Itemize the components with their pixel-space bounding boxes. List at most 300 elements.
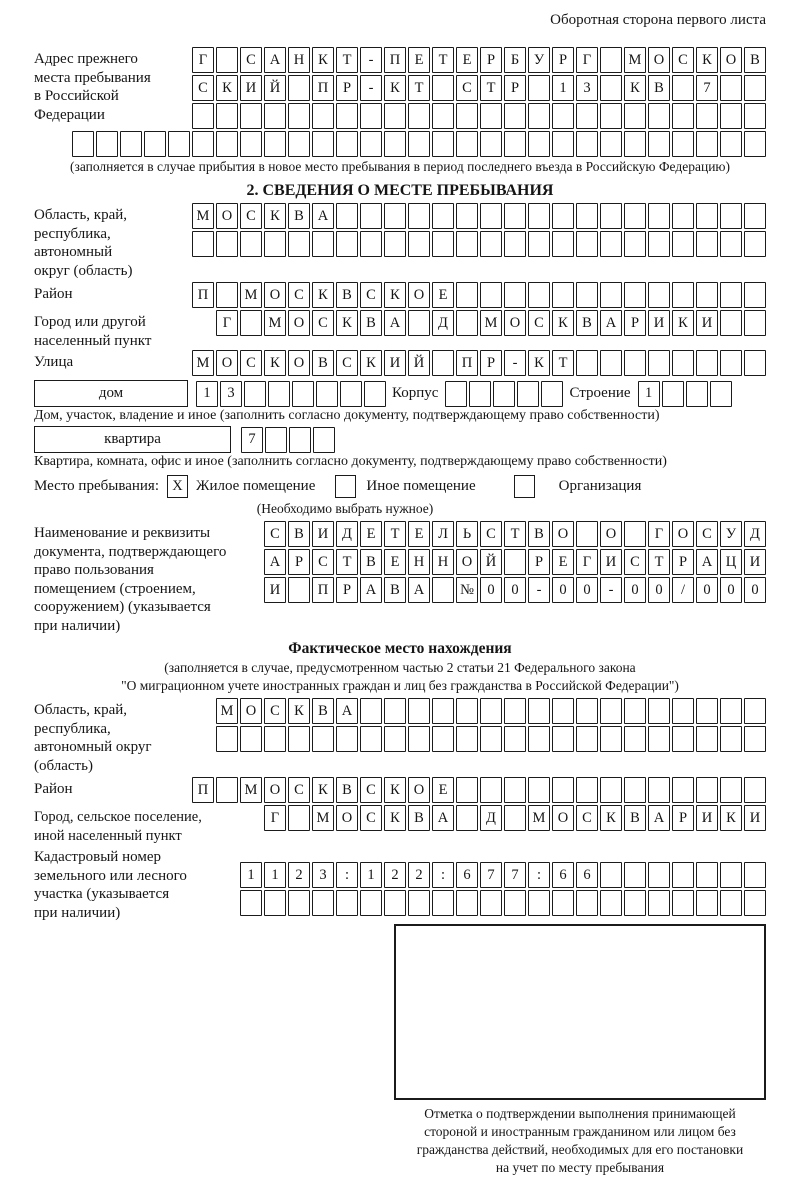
grid-cell (408, 203, 430, 229)
grid-cell: : (432, 862, 454, 888)
grid-cell: М (240, 777, 262, 803)
actual-region-label-line: Область, край, (34, 702, 128, 718)
grid-cell (384, 203, 406, 229)
grid-cell: А (432, 805, 454, 831)
grid-cell: Й (264, 75, 286, 101)
grid-cell (384, 231, 406, 257)
grid-cell (744, 698, 766, 724)
grid-cell: Е (384, 549, 406, 575)
grid-cell (624, 777, 646, 803)
grid-cell (480, 231, 502, 257)
grid-cell (696, 350, 718, 376)
grid-cell (720, 282, 742, 308)
grid-cell: - (360, 75, 382, 101)
stay-option-organization-label: Организация (558, 478, 642, 494)
stay-option-other-label: Иное помещение (366, 478, 476, 494)
grid-cell: М (528, 805, 550, 831)
grid-cell: С (192, 75, 214, 101)
grid-cell: 2 (384, 862, 406, 888)
document-label-line: Наименование и реквизиты (34, 525, 211, 541)
grid-cell: 7 (480, 862, 502, 888)
actual-region-label (34, 698, 214, 775)
grid-cell: М (312, 805, 334, 831)
grid-cell (696, 231, 718, 257)
grid-cell (216, 777, 238, 803)
grid-cell (384, 698, 406, 724)
grid-cell (289, 427, 311, 453)
prev-address-label-line: Федерации (34, 106, 105, 123)
region-label (34, 203, 190, 280)
grid-cell: О (552, 521, 574, 547)
grid-cell (528, 777, 550, 803)
grid-cell (744, 890, 766, 916)
cadastral-label-line: Кадастровый номер (34, 849, 161, 865)
apartment-note: Квартира, комната, офис и иное (заполнить согласно документу, подтверждающему право собственности) (34, 454, 667, 469)
grid-cell: С (240, 47, 262, 73)
grid-cell (600, 47, 622, 73)
grid-cell: К (264, 350, 286, 376)
grid-cell (469, 381, 491, 407)
grid-cell: С (312, 310, 334, 336)
grid-cell: 1 (196, 381, 218, 407)
grid-cell (120, 131, 142, 157)
grid-cell: Т (336, 549, 358, 575)
grid-cell: И (384, 350, 406, 376)
grid-cell (686, 381, 708, 407)
grid-cell (528, 890, 550, 916)
page-side-note: Оборотная сторона первого листа (550, 12, 766, 28)
grid-cell (528, 103, 550, 129)
city-row (214, 310, 766, 336)
grid-cell: К (624, 75, 646, 101)
grid-cell: С (264, 698, 286, 724)
grid-cell (576, 521, 598, 547)
cadastral-block (34, 845, 766, 922)
house-cells (194, 381, 386, 407)
grid-cell (576, 203, 598, 229)
grid-cell: А (408, 577, 430, 603)
grid-cell (456, 203, 478, 229)
document-row-1 (262, 521, 766, 547)
grid-cell: 0 (480, 577, 502, 603)
grid-cell (432, 698, 454, 724)
grid-cell (456, 131, 478, 157)
grid-cell (624, 350, 646, 376)
grid-cell: Д (480, 805, 502, 831)
actual-city-label-line: иной населенный пункт (34, 827, 182, 844)
grid-cell (360, 698, 382, 724)
grid-cell (672, 231, 694, 257)
grid-cell (528, 282, 550, 308)
grid-cell (360, 131, 382, 157)
grid-cell (672, 726, 694, 752)
grid-cell: Е (408, 521, 430, 547)
grid-cell (312, 103, 334, 129)
grid-cell (456, 777, 478, 803)
grid-cell: 1 (240, 862, 262, 888)
region-label-line: республика, (34, 225, 111, 242)
grid-cell: О (264, 777, 286, 803)
actual-region-label-line: республика, (34, 720, 111, 737)
grid-cell (336, 726, 358, 752)
stroenie-cells (636, 381, 732, 407)
grid-cell: 7 (241, 427, 263, 453)
grid-cell: С (528, 310, 550, 336)
grid-cell: О (288, 350, 310, 376)
stay-option-residential-label: Жилое помещение (196, 478, 316, 494)
grid-cell: О (600, 521, 622, 547)
grid-cell: / (672, 577, 694, 603)
grid-cell (408, 890, 430, 916)
grid-cell (662, 381, 684, 407)
grid-cell (216, 103, 238, 129)
region-label-line: автономный (34, 244, 113, 260)
grid-cell (624, 726, 646, 752)
document-label (34, 521, 262, 635)
grid-cell: О (672, 521, 694, 547)
document-label-line: помещением (строением, (34, 580, 196, 597)
grid-cell: К (216, 75, 238, 101)
prev-address-label (34, 47, 190, 124)
grid-cell (576, 726, 598, 752)
grid-cell: К (600, 805, 622, 831)
grid-cell (720, 203, 742, 229)
grid-cell: А (600, 310, 622, 336)
actual-city-label-line: Город, сельское поселение, (34, 809, 202, 825)
grid-cell (168, 131, 190, 157)
grid-cell (244, 381, 266, 407)
grid-cell: Е (432, 282, 454, 308)
grid-cell: К (528, 350, 550, 376)
grid-cell: А (336, 698, 358, 724)
grid-cell (528, 698, 550, 724)
grid-cell (504, 282, 526, 308)
grid-cell (600, 75, 622, 101)
grid-cell: Н (432, 549, 454, 575)
stay-checkbox-other (335, 475, 356, 498)
grid-cell (316, 381, 338, 407)
grid-cell: В (288, 203, 310, 229)
grid-cell (456, 698, 478, 724)
grid-cell: 3 (576, 75, 598, 101)
grid-cell: Д (336, 521, 358, 547)
district-row (190, 282, 766, 308)
grid-cell (528, 203, 550, 229)
grid-cell: Р (624, 310, 646, 336)
grid-cell: № (456, 577, 478, 603)
grid-cell (696, 103, 718, 129)
grid-cell (552, 231, 574, 257)
grid-cell (480, 203, 502, 229)
grid-cell (268, 381, 290, 407)
actual-city-block (34, 805, 766, 845)
grid-cell: М (240, 282, 262, 308)
grid-cell (288, 577, 310, 603)
confirmation-mark-box (394, 924, 766, 1100)
grid-cell: К (360, 350, 382, 376)
grid-cell (504, 549, 526, 575)
grid-cell (528, 726, 550, 752)
document-grid (262, 521, 766, 605)
grid-cell (552, 777, 574, 803)
grid-cell: 0 (744, 577, 766, 603)
grid-cell: К (696, 47, 718, 73)
grid-cell: Д (432, 310, 454, 336)
grid-cell: Н (288, 47, 310, 73)
district-label: Район (34, 286, 73, 302)
grid-cell (312, 726, 334, 752)
grid-cell (672, 131, 694, 157)
grid-cell (264, 103, 286, 129)
grid-cell (480, 698, 502, 724)
grid-cell: В (360, 549, 382, 575)
actual-district-row (190, 777, 766, 803)
grid-cell (576, 777, 598, 803)
grid-cell: П (312, 75, 334, 101)
grid-cell: Й (408, 350, 430, 376)
actual-region-row-2 (214, 726, 766, 752)
grid-cell (336, 890, 358, 916)
grid-cell (408, 103, 430, 129)
grid-cell (600, 203, 622, 229)
actual-region-row-1 (214, 698, 766, 724)
grid-cell (408, 698, 430, 724)
grid-cell (504, 698, 526, 724)
stay-checkbox-organization (514, 475, 535, 498)
grid-cell (384, 890, 406, 916)
grid-cell (432, 131, 454, 157)
grid-cell (672, 862, 694, 888)
grid-cell (216, 282, 238, 308)
grid-cell (288, 726, 310, 752)
confirmation-caption-line: на учет по месту пребывания (495, 1160, 665, 1175)
grid-cell: О (336, 805, 358, 831)
grid-cell (480, 777, 502, 803)
grid-cell: К (288, 698, 310, 724)
grid-cell: К (384, 282, 406, 308)
grid-cell (432, 231, 454, 257)
grid-cell: В (576, 310, 598, 336)
grid-cell: С (288, 777, 310, 803)
grid-cell (265, 427, 287, 453)
grid-cell: И (696, 310, 718, 336)
apartment-box: квартира (34, 426, 231, 453)
confirmation-caption (394, 1105, 766, 1177)
grid-cell (240, 103, 262, 129)
document-row-2 (262, 549, 766, 575)
grid-cell: Г (216, 310, 238, 336)
grid-cell (264, 131, 286, 157)
grid-cell: А (264, 47, 286, 73)
grid-cell: Р (336, 577, 358, 603)
grid-cell: О (504, 310, 526, 336)
grid-cell (336, 131, 358, 157)
stay-type-note: (Необходимо выбрать нужное) (256, 501, 434, 516)
grid-cell (720, 698, 742, 724)
grid-cell (504, 726, 526, 752)
grid-cell (384, 103, 406, 129)
grid-cell: Ц (720, 549, 742, 575)
grid-cell: А (648, 805, 670, 831)
grid-cell: И (648, 310, 670, 336)
grid-cell (264, 726, 286, 752)
grid-cell (552, 203, 574, 229)
prev-address-label-line: Адрес прежнего (34, 51, 138, 67)
grid-cell (720, 726, 742, 752)
grid-cell (744, 282, 766, 308)
grid-cell: 6 (552, 862, 574, 888)
house-row (34, 380, 766, 407)
grid-cell (744, 310, 766, 336)
grid-cell (696, 282, 718, 308)
grid-cell: И (240, 75, 262, 101)
grid-cell (576, 350, 598, 376)
grid-cell: И (744, 805, 766, 831)
grid-cell: 0 (648, 577, 670, 603)
grid-cell: 1 (552, 75, 574, 101)
grid-cell (384, 131, 406, 157)
grid-cell (696, 777, 718, 803)
grid-cell (720, 231, 742, 257)
grid-cell: 0 (720, 577, 742, 603)
grid-cell (192, 103, 214, 129)
grid-cell (600, 777, 622, 803)
grid-cell (432, 577, 454, 603)
grid-cell: 0 (504, 577, 526, 603)
grid-cell (336, 103, 358, 129)
grid-cell: В (624, 805, 646, 831)
prev-address-grid (190, 47, 766, 131)
cadastral-label (34, 845, 238, 922)
grid-cell (288, 103, 310, 129)
grid-cell (312, 890, 334, 916)
street-row (190, 350, 766, 376)
city-block (34, 310, 766, 350)
grid-cell: Т (480, 75, 502, 101)
section2-title: 2. СВЕДЕНИЯ О МЕСТЕ ПРЕБЫВАНИЯ (246, 182, 554, 199)
grid-cell (720, 862, 742, 888)
grid-cell (552, 103, 574, 129)
grid-cell (696, 726, 718, 752)
actual-city-label (34, 805, 262, 845)
grid-cell (216, 47, 238, 73)
actual-region-grid (214, 698, 766, 754)
grid-cell: С (480, 521, 502, 547)
grid-cell (192, 131, 214, 157)
actual-location-note-2: "О миграционном учете иностранных граждан и лиц без гражданства в Российской Федерации") (121, 678, 679, 693)
grid-cell: - (360, 47, 382, 73)
region-grid (190, 203, 766, 259)
grid-cell (408, 131, 430, 157)
stay-checkbox-residential: X (167, 475, 188, 498)
grid-cell: Е (360, 521, 382, 547)
district-block (34, 282, 766, 310)
prev-address-label-line: места пребывания (34, 69, 151, 86)
region-label-line: Область, край, (34, 207, 128, 223)
grid-cell (216, 726, 238, 752)
grid-cell (360, 231, 382, 257)
grid-cell (456, 890, 478, 916)
region-block (34, 203, 766, 280)
document-row-3 (262, 577, 766, 603)
grid-cell (624, 203, 646, 229)
grid-cell: Р (480, 47, 502, 73)
grid-cell (504, 805, 526, 831)
grid-cell: В (288, 521, 310, 547)
grid-cell: П (192, 282, 214, 308)
grid-cell (696, 890, 718, 916)
grid-cell: В (744, 47, 766, 73)
grid-cell (552, 698, 574, 724)
grid-cell: Р (528, 549, 550, 575)
grid-cell (264, 231, 286, 257)
grid-cell (504, 203, 526, 229)
grid-cell (600, 282, 622, 308)
grid-cell: 6 (456, 862, 478, 888)
grid-cell (600, 103, 622, 129)
grid-cell (480, 890, 502, 916)
grid-cell (360, 203, 382, 229)
grid-cell: 0 (552, 577, 574, 603)
grid-cell (240, 131, 262, 157)
grid-cell: С (456, 75, 478, 101)
grid-cell (240, 726, 262, 752)
grid-cell (600, 131, 622, 157)
grid-cell (744, 131, 766, 157)
grid-cell: С (288, 282, 310, 308)
grid-cell (696, 698, 718, 724)
grid-cell (576, 103, 598, 129)
actual-region-label-line: (область) (34, 757, 93, 774)
grid-cell: Р (504, 75, 526, 101)
prev-address-row-2 (190, 75, 766, 101)
grid-cell: П (312, 577, 334, 603)
grid-cell: С (240, 203, 262, 229)
grid-cell (624, 131, 646, 157)
apartment-cells (239, 427, 335, 453)
grid-cell (240, 231, 262, 257)
grid-cell: 2 (408, 862, 430, 888)
grid-cell (504, 231, 526, 257)
grid-cell (672, 282, 694, 308)
grid-cell: А (312, 203, 334, 229)
grid-cell: В (312, 350, 334, 376)
grid-cell: К (720, 805, 742, 831)
city-label (34, 310, 214, 350)
actual-district-block (34, 777, 766, 805)
grid-cell: Г (648, 521, 670, 547)
grid-cell: А (384, 310, 406, 336)
region-label-line: округ (область) (34, 262, 133, 279)
confirmation-caption-line: гражданства действий, необходимых для его постановки (416, 1142, 744, 1157)
grid-cell: Т (504, 521, 526, 547)
grid-cell (552, 131, 574, 157)
grid-cell (672, 777, 694, 803)
grid-cell: О (648, 47, 670, 73)
grid-cell (744, 726, 766, 752)
grid-cell: О (456, 549, 478, 575)
prev-address-row-4 (34, 131, 766, 157)
grid-cell (240, 890, 262, 916)
house-note: Дом, участок, владение и иное (заполнить согласно документу, подтверждающему право собственности) (34, 408, 660, 423)
cadastral-label-line: при наличии) (34, 904, 121, 921)
prev-address-row-3 (190, 103, 766, 129)
grid-cell: В (336, 282, 358, 308)
grid-cell: Е (456, 47, 478, 73)
grid-cell: В (336, 777, 358, 803)
grid-cell: Т (648, 549, 670, 575)
cadastral-label-line: участка (указывается (34, 886, 170, 902)
